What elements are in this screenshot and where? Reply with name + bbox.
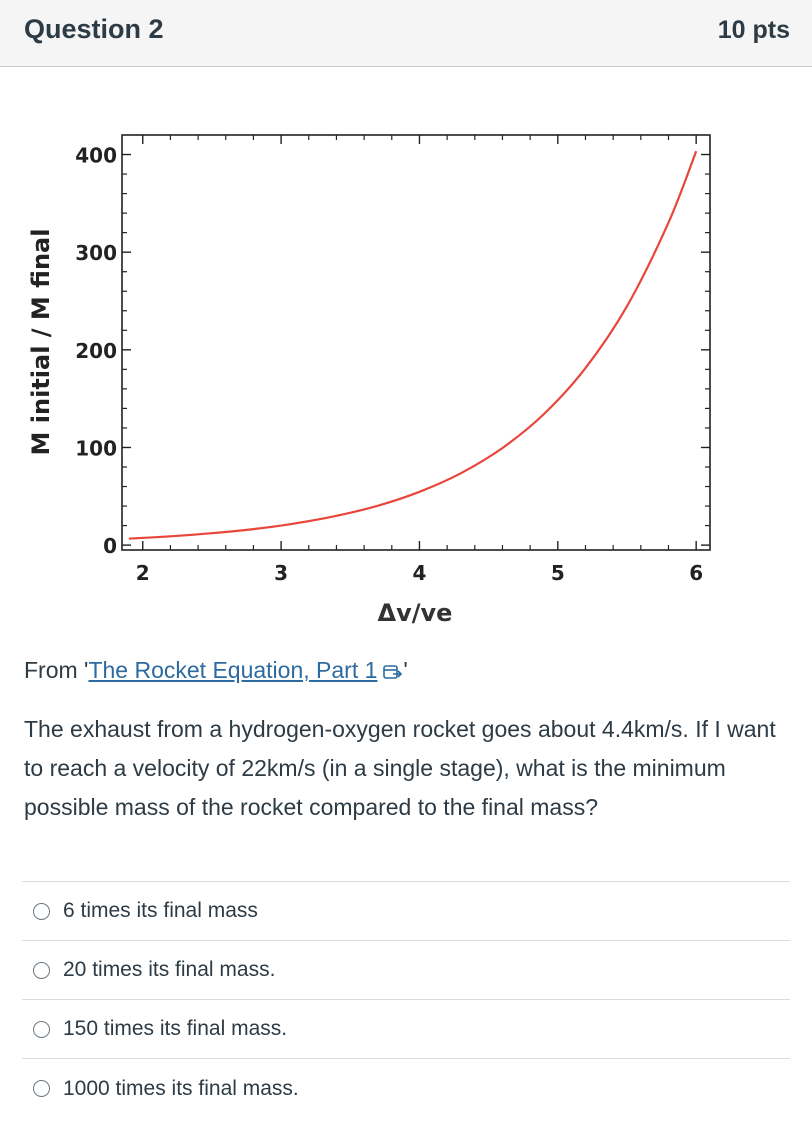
- rocket-equation-chart: [0, 118, 740, 638]
- answer-list: [22, 881, 790, 1118]
- x-tick-label: 6: [689, 561, 704, 585]
- source-prefix: From ': [24, 657, 89, 683]
- radio-button[interactable]: [33, 1080, 50, 1097]
- question-header: [0, 0, 812, 67]
- x-axis-label: Δv/ve: [377, 599, 453, 627]
- radio-button[interactable]: [33, 962, 50, 979]
- answer-option-4[interactable]: [22, 1058, 790, 1118]
- answer-label: 6 times its final mass: [63, 899, 258, 922]
- answer-option-2[interactable]: [22, 940, 790, 999]
- source-suffix: ': [403, 657, 408, 683]
- y-axis-label: M initial / M final: [27, 228, 55, 456]
- answer-option-1[interactable]: [22, 881, 790, 940]
- y-tick-label: 300: [75, 241, 117, 266]
- question-text: The exhaust from a hydrogen-oxygen rocket goes about 4.4km/s. If I want to reach a velocity of 22km/s (in a single stage), what is the minimum possible mass of the rocket compared to the final mass?: [24, 716, 776, 820]
- y-tick-label: 400: [75, 143, 117, 168]
- radio-button[interactable]: [33, 1021, 50, 1038]
- x-tick-label: 2: [135, 561, 150, 585]
- x-tick-label: 4: [412, 561, 427, 585]
- answer-label: 1000 times its final mass.: [63, 1076, 299, 1100]
- plot-frame: [122, 135, 710, 550]
- y-tick-label: 200: [75, 338, 117, 363]
- source-link[interactable]: The Rocket Equation, Part 1: [88, 657, 378, 683]
- question-title: Question 2: [24, 14, 164, 44]
- answer-label: 150 times its final mass.: [63, 1017, 288, 1040]
- y-tick-label: 0: [103, 534, 117, 559]
- answer-option-3[interactable]: [22, 999, 790, 1058]
- answer-label: 20 times its final mass.: [63, 958, 276, 981]
- x-tick-label: 3: [274, 561, 289, 585]
- x-tick-label: 5: [550, 561, 565, 585]
- question-points: 10 pts: [717, 16, 790, 44]
- source-line: [24, 657, 408, 687]
- external-link-icon[interactable]: [383, 660, 403, 687]
- radio-button[interactable]: [33, 903, 50, 920]
- y-tick-label: 100: [75, 436, 117, 461]
